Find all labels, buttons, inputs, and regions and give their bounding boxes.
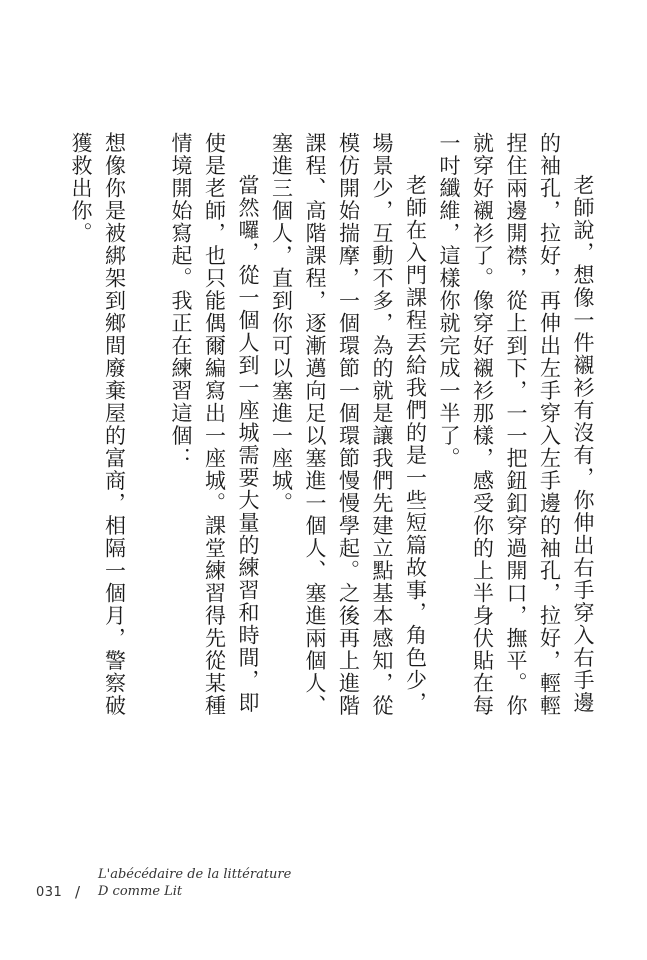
page-number: 031 [36, 885, 63, 900]
page-footer [36, 858, 336, 908]
paragraph-4: 想像你是被綁架到鄉間廢棄屋的富商，相隔一個月，警察破獲救出你。 [69, 132, 127, 717]
paragraph-1: 老師說，想像一件襯衫有沒有，你伸出右手穿入右手邊的袖孔，拉好，再伸出左手穿入左手邊的袖孔，拉好，輕輕捏住兩邊開襟，從上到下，一一把鈕釦穿過開口，撫平。你就穿好襯衫了。像穿好襯衫那樣，感受你的上半身伏貼在每一吋纖維，這樣你就完成一半了。 [437, 132, 595, 717]
paragraph-3: 當然囉，從一個人到一座城需要大量的練習和時間，即使是老師，也只能偶爾編寫出一座城。課堂練習得先從某種情境開始寫起。我正在練習這個： [169, 132, 260, 717]
series-title: L'abécédaire de la littérature [98, 867, 292, 882]
paragraph-2: 老師在入門課程丟給我們的是一些短篇故事，角色少，場景少，互動不多，為的就是讓我們先建立點基本感知，從模仿開始揣摩，一個環節一個環節慢慢學起。之後再上進階課程、高階課程，逐漸邁向足以塞進一個人、塞進兩個人、塞進三個人，直到你可以塞進一座城。 [269, 132, 428, 717]
body-text [64, 132, 600, 732]
footer-separator: / [75, 883, 81, 901]
series-subtitle: D comme Lit [98, 884, 183, 899]
